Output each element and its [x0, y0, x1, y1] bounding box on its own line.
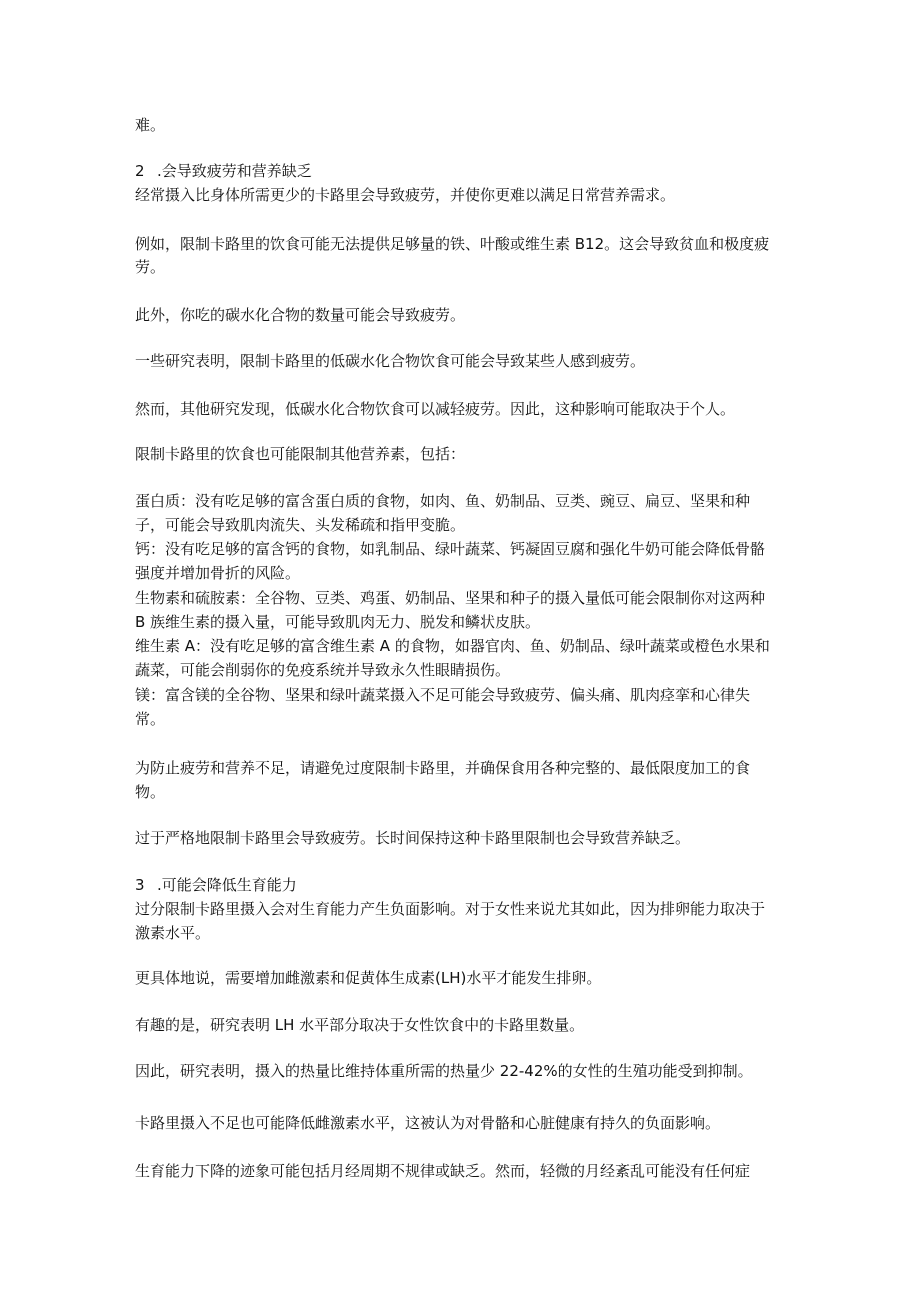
section-2-number: 2	[135, 162, 145, 180]
paragraph-line: 过分限制卡路里摄入会对生育能力产生负面影响。对于女性来说尤其如此，因为排卵能力取决于	[135, 900, 766, 918]
continuation-text: 难。	[135, 116, 166, 134]
section-2-heading	[135, 160, 312, 182]
list-item-magnesium-line2: 常。	[135, 710, 166, 728]
paragraph: 然而，其他研究发现，低碳水化合物饮食可以减轻疲劳。因此，这种影响可能取决于个人。	[135, 400, 736, 418]
paragraph: 生育能力下降的迹象可能包括月经周期不规律或缺乏。然而，轻微的月经紊乱可能没有任何症	[135, 1162, 751, 1180]
list-item-vitamin-a-line1: 维生素 A：没有吃足够的富含维生素 A 的食物，如器官肉、鱼、奶制品、绿叶蔬菜或橙色水果和	[135, 637, 770, 655]
list-item-protein-line2: 子，可能会导致肌肉流失、头发稀疏和指甲变脆。	[135, 516, 466, 534]
paragraph-line: 物。	[135, 783, 166, 801]
list-item-calcium-line1: 钙：没有吃足够的富含钙的食物，如乳制品、绿叶蔬菜、钙凝固豆腐和强化牛奶可能会降低骨骼	[135, 540, 766, 558]
paragraph-line: 为防止疲劳和营养不足，请避免过度限制卡路里，并确保食用各种完整的、最低限度加工的食	[135, 759, 751, 777]
list-item-vitamin-a-line2: 蔬菜，可能会削弱你的免疫系统并导致永久性眼睛损伤。	[135, 661, 511, 679]
section-2-title: .会导致疲劳和营养缺乏	[157, 162, 312, 180]
paragraph: 限制卡路里的饮食也可能限制其他营养素，包括：	[135, 445, 466, 463]
paragraph: 此外，你吃的碳水化合物的数量可能会导致疲劳。	[135, 306, 466, 324]
section-3-number: 3	[135, 876, 145, 894]
paragraph: 经常摄入比身体所需更少的卡路里会导致疲劳，并使你更难以满足日常营养需求。	[135, 186, 676, 204]
paragraph: 卡路里摄入不足也可能降低雌激素水平，这被认为对骨骼和心脏健康有持久的负面影响。	[135, 1114, 721, 1132]
paragraph: 更具体地说，需要增加雌激素和促黄体生成素(LH)水平才能发生排卵。	[135, 969, 602, 987]
list-item-protein-line1: 蛋白质：没有吃足够的富含蛋白质的食物，如肉、鱼、奶制品、豆类、豌豆、扁豆、坚果和种	[135, 492, 751, 510]
list-item-biotin-line2: B 族维生素的摄入量，可能导致肌肉无力、脱发和鳞状皮肤。	[135, 613, 541, 631]
paragraph: 一些研究表明，限制卡路里的低碳水化合物饮食可能会导致某些人感到疲劳。	[135, 352, 646, 370]
paragraph: 因此，研究表明，摄入的热量比维持体重所需的热量少 22-42%的女性的生殖功能受到抑制。	[135, 1062, 753, 1080]
paragraph: 有趣的是，研究表明 LH 水平部分取决于女性饮食中的卡路里数量。	[135, 1016, 585, 1034]
list-item-biotin-line1: 生物素和硫胺素：全谷物、豆类、鸡蛋、奶制品、坚果和种子的摄入量低可能会限制你对这两种	[135, 589, 766, 607]
paragraph-line: 劳。	[135, 258, 166, 276]
section-3-heading	[135, 874, 297, 896]
list-item-calcium-line2: 强度并增加骨折的风险。	[135, 564, 301, 582]
list-item-magnesium-line1: 镁：富含镁的全谷物、坚果和绿叶蔬菜摄入不足可能会导致疲劳、偏头痛、肌肉痉挛和心律失	[135, 686, 751, 704]
paragraph-line: 例如，限制卡路里的饮食可能无法提供足够量的铁、叶酸或维生素 B12。这会导致贫血和极度疲	[135, 235, 770, 253]
section-3-title: .可能会降低生育能力	[157, 876, 297, 894]
paragraph: 过于严格地限制卡路里会导致疲劳。长时间保持这种卡路里限制也会导致营养缺乏。	[135, 829, 691, 847]
paragraph-line: 激素水平。	[135, 924, 211, 942]
